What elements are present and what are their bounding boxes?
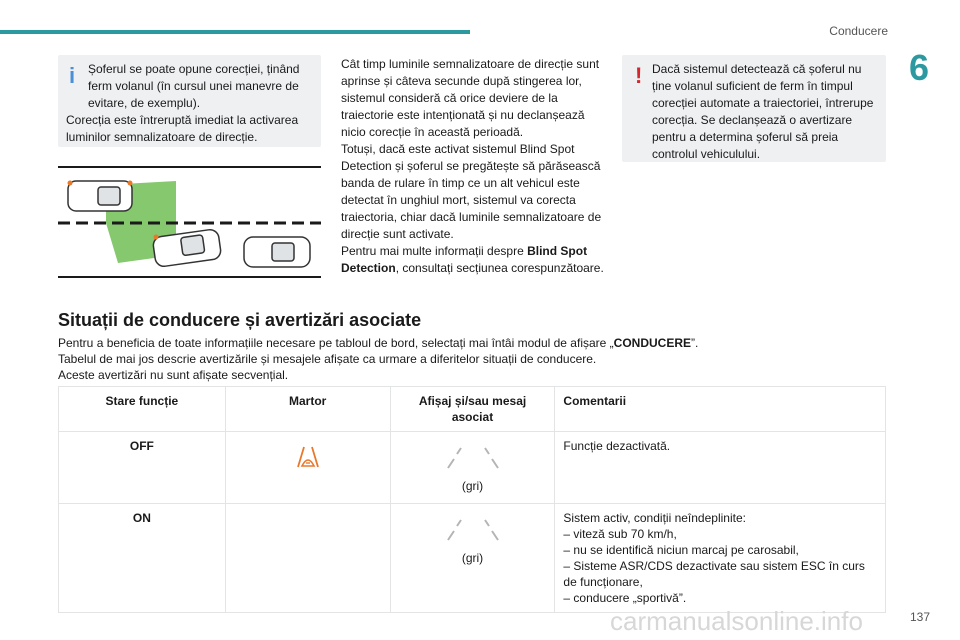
watermark: carmanualsonline.info — [610, 606, 863, 636]
info-box-lead: Șoferul se poate opune corecției, ținând ferm volanul (în cursul unei manevre de evitare, de exemplu). — [88, 62, 300, 110]
middle-paragraph-2: Totuși, dacă este activat sistemul Blind Spot Detection și șoferul se pregătește să părăsească banda de rulare în timp ce un alt vehicul este detectat în unghiul mort, sistemul va corecta traiectoria, chiar dacă luminile semnalizatoare de direcție sunt activate. — [341, 142, 602, 241]
info-box-body: Corecția este întreruptă imediat la activarea luminilor semnalizatoare de direcție. — [66, 113, 299, 144]
lane-keep-warning-lamp-icon — [294, 444, 322, 470]
warning-icon: ! — [635, 63, 643, 88]
row-off-state: OFF — [59, 432, 226, 504]
section-intro — [58, 335, 888, 383]
row-on-comment — [555, 504, 886, 613]
row-on-comment-line: – viteză sub 70 km/h, — [563, 527, 677, 541]
table-row — [59, 432, 886, 504]
page-number: 137 — [910, 610, 931, 624]
row-off-lamp-cell — [225, 432, 390, 504]
blind-spot-detection-ref: Blind Spot Detection — [341, 244, 588, 275]
middle-paragraph-3-suffix: , consultați secțiunea corespunzătoare. — [395, 261, 604, 275]
row-on-state: ON — [59, 504, 226, 613]
header-accent-bar — [0, 30, 470, 34]
table-header-state: Stare funcție — [59, 387, 226, 432]
intro-mode-name: CONDUCERE — [613, 336, 691, 350]
row-on-comment-line: – nu se identifică niciun marcaj pe carosabil, — [563, 543, 799, 557]
row-off-comment: Funcție dezactivată. — [555, 432, 886, 504]
lane-lines-icon — [443, 444, 503, 472]
row-on-display — [390, 504, 555, 613]
table-row — [59, 504, 886, 613]
middle-paragraph-3-prefix: Pentru mai multe informații despre — [341, 244, 528, 258]
row-on-display-note: (gri) — [461, 551, 484, 565]
middle-paragraph-1: Cât timp luminile semnalizatoare de direcție sunt aprinse și câteva secunde după stingerea lor, sistemul consideră că orice deviere de la traiectorie este intenționată și nu declanșează nicio corecție în această perioadă. — [341, 57, 600, 139]
table-header-row — [59, 387, 886, 432]
intro-prefix: Pentru a beneficia de toate informațiile necesare pe tabloul de bord, selectați mai întâi modul de afișare „ — [58, 336, 614, 350]
table-header-comments: Comentarii — [555, 387, 886, 432]
row-off-display-note: (gri) — [461, 479, 484, 493]
warning-box-text: Dacă sistemul detectează că șoferul nu ține volanul suficient de ferm în timpul corecției automate a traiectoriei, întrerupe corecția. Se declanșează o avertizare pentru a determina șoferul să preia controlul vehiculului. — [652, 62, 874, 161]
middle-column-text — [341, 56, 607, 277]
warnings-table — [58, 386, 886, 613]
row-on-comment-line: – Sisteme ASR/CDS dezactivate sau sistem ESC în curs — [563, 559, 865, 573]
car-illustration — [58, 163, 321, 281]
table-header-display: Afișaj și/sau mesaj asociat — [390, 387, 555, 432]
section-title: Situații de conducere și avertizări asociate — [58, 310, 422, 330]
intro-line-3: Aceste avertizări nu sunt afișate secvențial. — [58, 368, 289, 382]
header-section-title: Conducere — [829, 24, 888, 38]
lane-lines-icon — [443, 516, 503, 544]
row-on-comment-line: – conducere „sportivă”. — [563, 591, 687, 605]
row-on-lamp-cell — [225, 504, 390, 613]
row-off-display — [390, 432, 555, 504]
row-on-comment-line: de funcționare, — [563, 575, 643, 589]
row-on-comment-line: Sistem activ, condiții neîndeplinite: — [563, 511, 746, 525]
chapter-number: 6 — [908, 47, 930, 88]
info-box — [58, 55, 321, 147]
intro-line-2: Tabelul de mai jos descrie avertizările și mesajele afișate ca urmare a diferitelor situații de conducere. — [58, 352, 597, 366]
table-header-lamp: Martor — [225, 387, 390, 432]
intro-suffix: ”. — [691, 336, 699, 350]
info-icon: i — [69, 63, 76, 88]
warning-box — [622, 55, 886, 162]
